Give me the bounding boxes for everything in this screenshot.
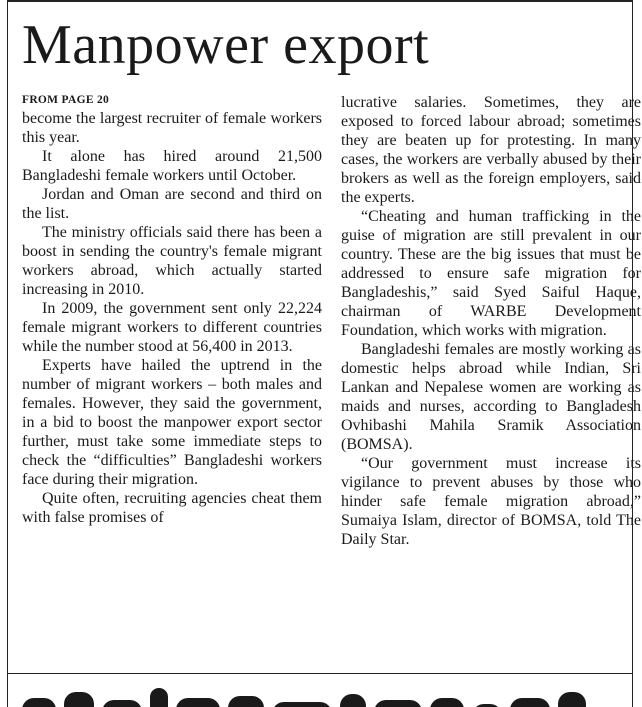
paragraph: In 2009, the government sent only 22,224 female migrant workers to different countries while the number stood at 56,400 in 2013. (22, 300, 322, 355)
paragraph: Experts have hailed the uptrend in the number of migrant workers – both males and females. However, they said the government, in a bid to boost the manpower export sector further, must take some immediate steps to check the “difficulties” Bangladeshi workers face during their migration. (22, 357, 322, 488)
paragraph: The ministry officials said there has been a boost in sending the country's female migrant workers abroad, which actually started increasing in 2010. (22, 224, 322, 298)
paragraph: “Our government must increase its vigilance to prevent abuses by those who hinder safe female migration abroad,” Sumaiya Islam, director of BOMSA, told The Daily Star. (341, 455, 641, 548)
paragraph: Jordan and Oman are second and third on the list. (22, 186, 322, 222)
paragraph: lucrative salaries. Sometimes, they are exposed to forced labour abroad; sometimes they are beaten up for protesting. In many cases, the workers are verbally abused by their brokers as well as the foreign employers, said the experts. (341, 94, 641, 206)
right-column (341, 93, 641, 549)
paragraph: Bangladeshi females are mostly working as domestic helps abroad while Indian, Sri Lankan and Nepalese women are working as maids and nurses, according to Bangladesh Ovhibashi Mahila Sramik Association (BOMSA). (341, 341, 641, 453)
left-column (22, 93, 322, 527)
paragraph: become the largest recruiter of female workers this year. (22, 110, 322, 146)
paragraph: “Cheating and human trafficking in the guise of migration are still prevalent in our country. These are the big issues that must be addressed to ensure safe migration for Bangladeshis,” said Syed Saiful Haque, chairman of WARBE Development Foundation, which works with migration. (341, 208, 641, 339)
jump-line: FROM PAGE 20 (22, 94, 110, 106)
bottom-rule (7, 673, 633, 674)
article-headline: Manpower export (22, 14, 430, 76)
paragraph: Quite often, recruiting agencies cheat them with false promises of (22, 490, 322, 526)
paragraph: It alone has hired around 21,500 Bangladeshi female workers until October. (22, 148, 322, 184)
next-headline-fragment (22, 688, 622, 707)
